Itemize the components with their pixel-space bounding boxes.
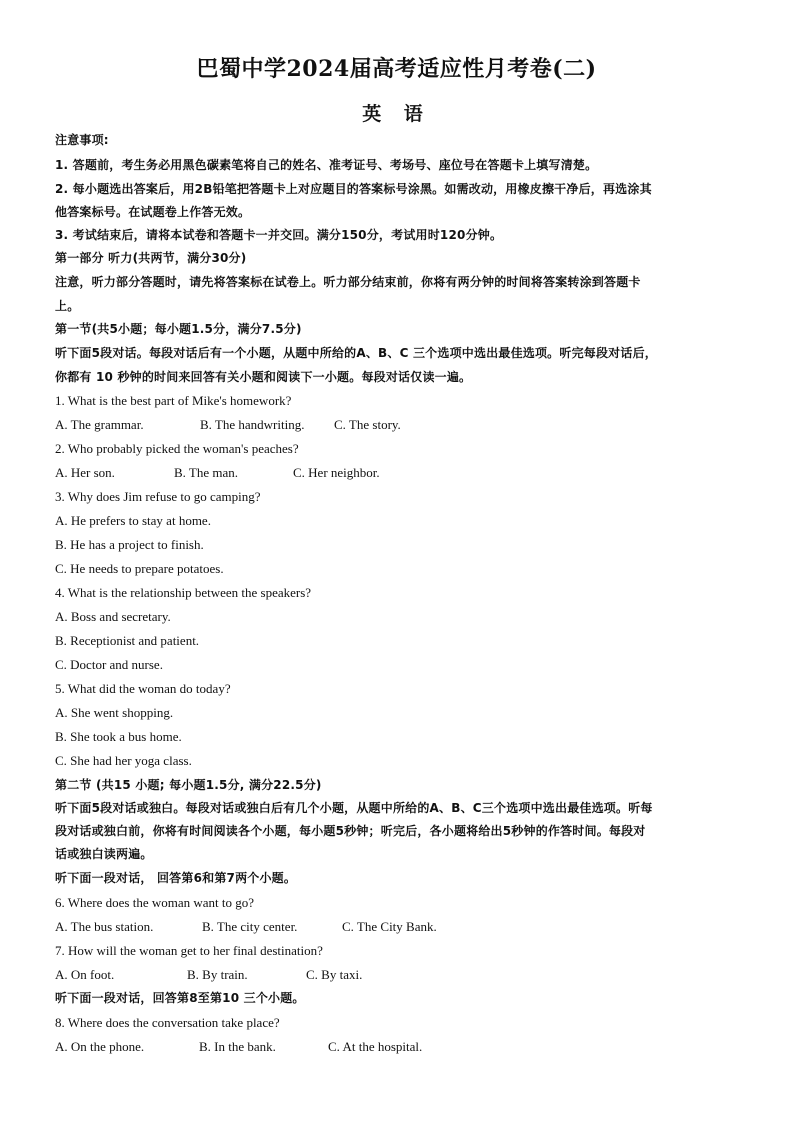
option-c: C. She had her yoga class. [55, 753, 192, 768]
option-b: B. He has a project to finish. [55, 537, 204, 552]
option-a: A. The bus station. [55, 919, 154, 934]
note-item: 2. 每小题选出答案后，用2B铅笔把答题卡上对应题目的答案标号涂黑。如需改动，用橡皮擦干净后，再选涂其 [55, 182, 652, 196]
section1-heading: 第一节(共5小题；每小题1.5分，满分7.5分) [55, 322, 302, 336]
option-a: A. She went shopping. [55, 705, 174, 720]
part1-note: 注意，听力部分答题时，请先将答案标在试卷上。听力部分结束前，你将有两分钟的时间将答案转涂到答题卡 [55, 275, 641, 289]
note-item: 1. 答题前，考生务必用黑色碳素笔将自己的姓名、准考证号、考场号、座位号在答题卡上填写清楚。 [55, 158, 598, 172]
dialogue-group-heading: 听下面一段对话，回答第8至第10 三个小题。 [55, 991, 305, 1005]
option-b: B. The handwriting. [200, 417, 305, 432]
option-b: B. She took a bus home. [55, 729, 182, 744]
question-8-options [55, 1039, 745, 1055]
option-a: A. Her son. [55, 465, 115, 480]
section2-instructions: 听下面5段对话或独白。每段对话或独白后有几个小题，从题中所给的A、B、C三个选项中选出最佳选项。听每 [55, 801, 653, 815]
notes-heading: 注意事项: [55, 133, 109, 147]
question-5: 5. What did the woman do today? [55, 681, 231, 696]
option-a: A. The grammar. [55, 417, 144, 432]
question-2: 2. Who probably picked the woman's peaches? [55, 441, 299, 456]
exam-title: 巴蜀中学2024届高考适应性月考卷(二) [196, 56, 597, 82]
option-b: B. Receptionist and patient. [55, 633, 200, 648]
option-c: C. He needs to prepare potatoes. [55, 561, 224, 576]
section1-instructions: 听下面5段对话。每段对话后有一个小题，从题中所给的A、B、C 三个选项中选出最佳选项。听完每段对话后， [55, 346, 657, 360]
question-3: 3. Why does Jim refuse to go camping? [55, 489, 261, 504]
option-a: A. On foot. [55, 967, 115, 982]
option-b: B. In the bank. [199, 1039, 276, 1054]
option-c: C. Doctor and nurse. [55, 657, 163, 672]
question-6-options [55, 919, 745, 935]
section1-instructions: 你都有 10 秒钟的时间来回答有关小题和阅读下一小题。每段对话仅读一遍。 [55, 370, 472, 384]
question-8: 8. Where does the conversation take place? [55, 1015, 280, 1030]
option-b: B. The man. [174, 465, 239, 480]
section2-instructions: 段对话或独白前，你将有时间阅读各个小题，每小题5秒钟；听完后，各小题将给出5秒钟的作答时间。每段对 [55, 824, 646, 838]
question-1: 1. What is the best part of Mike's homework? [55, 393, 292, 408]
option-a: A. He prefers to stay at home. [55, 513, 211, 528]
part1-note: 上。 [55, 299, 80, 313]
question-6: 6. Where does the woman want to go? [55, 895, 255, 910]
note-item: 3. 考试结束后，请将本试卷和答题卡一并交回。满分150分，考试用时120分钟。 [55, 228, 503, 242]
dialogue-group-heading: 听下面一段对话， 回答第6和第7两个小题。 [55, 871, 297, 885]
question-2-options [55, 465, 745, 481]
question-1-options [55, 417, 745, 433]
option-c: C. The City Bank. [342, 919, 437, 934]
question-4: 4. What is the relationship between the speakers? [55, 585, 312, 600]
option-b: B. By train. [187, 967, 248, 982]
option-a: A. Boss and secretary. [55, 609, 171, 624]
option-c: C. Her neighbor. [293, 465, 380, 480]
part1-heading: 第一部分 听力(共两节，满分30分) [55, 251, 247, 265]
option-c: C. By taxi. [306, 967, 363, 982]
option-b: B. The city center. [202, 919, 298, 934]
section2-heading: 第二节 (共15 小题; 每小题1.5分, 满分22.5分) [55, 778, 322, 792]
section2-instructions: 话或独白读两遍。 [55, 847, 153, 861]
subject-title: 英 语 [362, 103, 431, 125]
note-item: 他答案标号。在试题卷上作答无效。 [55, 205, 251, 219]
question-7: 7. How will the woman get to her final destination? [55, 943, 323, 958]
option-a: A. On the phone. [55, 1039, 145, 1054]
option-c: C. At the hospital. [328, 1039, 423, 1054]
question-7-options [55, 967, 745, 983]
option-c: C. The story. [334, 417, 401, 432]
